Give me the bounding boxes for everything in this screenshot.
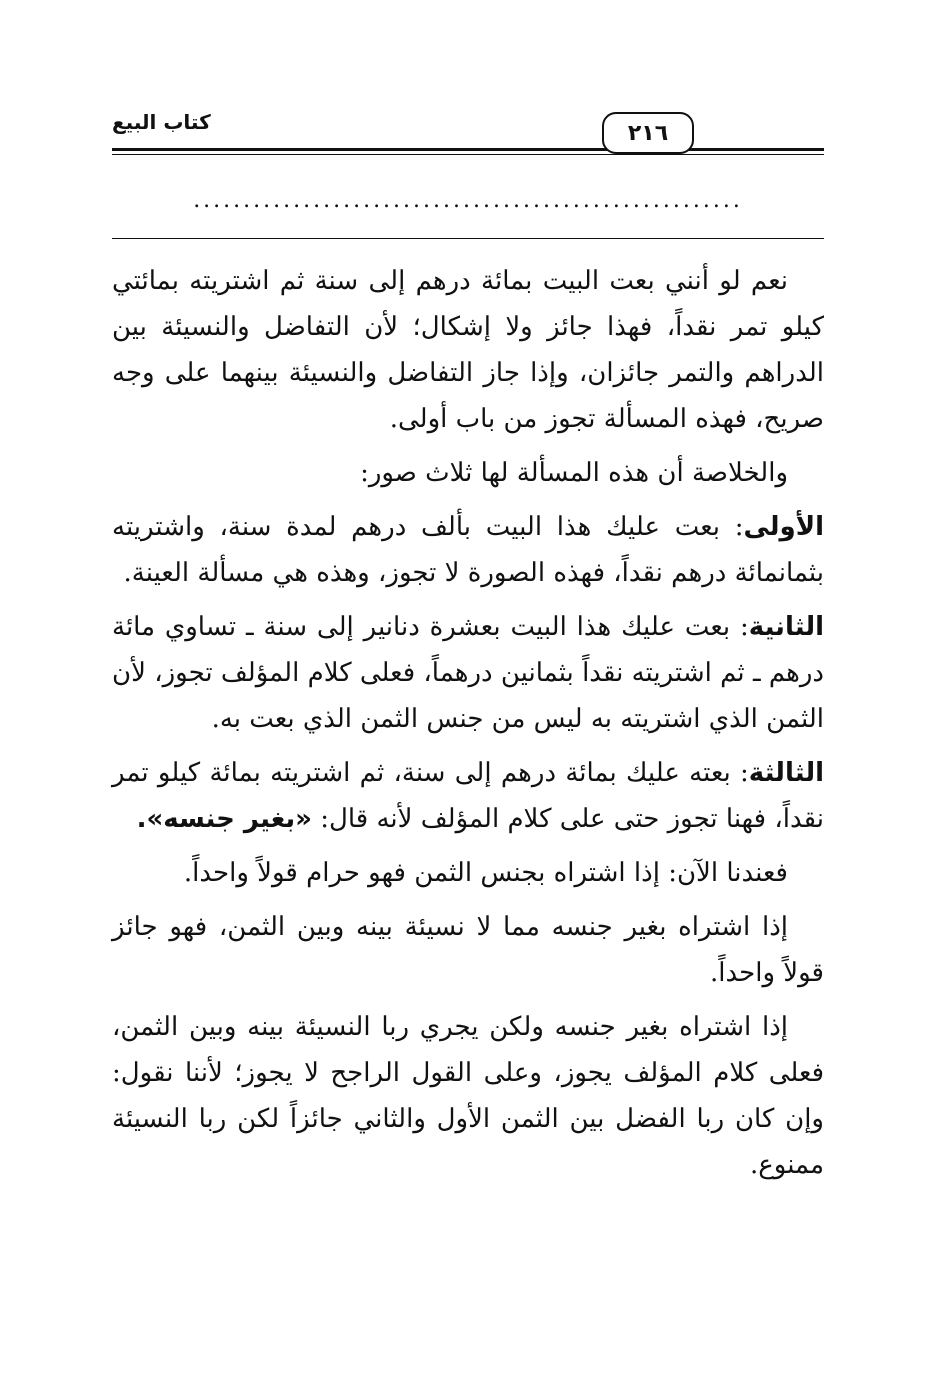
- book-title: كتاب البيع: [112, 110, 211, 134]
- label-second: الثانية: [748, 612, 824, 642]
- paragraph-7: إذا اشتراه بغير جنسه مما لا نسيئة بينه وبين الثمن، فهو جائز قولاً واحداً.: [112, 912, 824, 988]
- paragraph-4-text: : بعت عليك هذا البيت بعشرة دنانير إلى سنة ـ تساوي مائة درهم ـ ثم اشتريته نقداً بثمانين درهماً، فعلى كلام المؤلف تجوز، لأن الثمن الذي اشتريته به ليس من جنس الثمن الذي بعت به.: [112, 612, 824, 734]
- header-rule-thin: [112, 154, 824, 155]
- paragraph-5: [112, 750, 824, 842]
- paragraph-4: [112, 604, 824, 742]
- page-header: [112, 108, 824, 156]
- quote-bighayr-jinsih: «بغير جنسه».: [136, 804, 312, 834]
- paragraph-1: نعم لو أنني بعت البيت بمائة درهم إلى سنة ثم اشتريته بمائتي كيلو تمر نقداً، فهذا جائز ولا إشكال؛ لأن التفاضل والنسيئة بين الدراهم والتمر جائزان، وإذا جاز التفاضل والنسيئة بينهما على وجه صريح، فهذه المسألة تجوز من باب أولى.: [112, 266, 824, 434]
- paragraph-3-text: : بعت عليك هذا البيت بألف درهم لمدة سنة، واشتريته بثمانمائة درهم نقداً، فهذه الصورة لا تجوز، وهذه هي مسألة العينة.: [112, 512, 824, 588]
- footnote-dots: .......................................................: [193, 188, 743, 213]
- paragraph-6: فعندنا الآن: إذا اشتراه بجنس الثمن فهو حرام قولاً واحداً.: [183, 858, 788, 888]
- header-rule-thick: [112, 148, 824, 151]
- page-number: ٢١٦: [602, 112, 694, 154]
- paragraph-5-text: : بعته عليك بمائة درهم إلى سنة، ثم اشتريته بمائة كيلو تمر نقداً، فهنا تجوز حتى على كلام المؤلف لأنه قال:: [112, 758, 824, 834]
- label-first: الأولى: [743, 512, 824, 542]
- page-body: [112, 258, 824, 1196]
- separator-line: [112, 238, 824, 239]
- paragraph-8: إذا اشتراه بغير جنسه ولكن يجري ربا النسيئة بينه وبين الثمن، فعلى كلام المؤلف يجوز، وعلى القول الراجح لا يجوز؛ لأننا نقول: وإن كان ربا الفضل بين الثمن الأول والثاني جائزاً لكن ربا النسيئة ممنوع.: [112, 1012, 824, 1180]
- paragraph-2: والخلاصة أن هذه المسألة لها ثلاث صور:: [360, 458, 788, 488]
- label-third: الثالثة: [748, 758, 824, 788]
- paragraph-3: [112, 504, 824, 596]
